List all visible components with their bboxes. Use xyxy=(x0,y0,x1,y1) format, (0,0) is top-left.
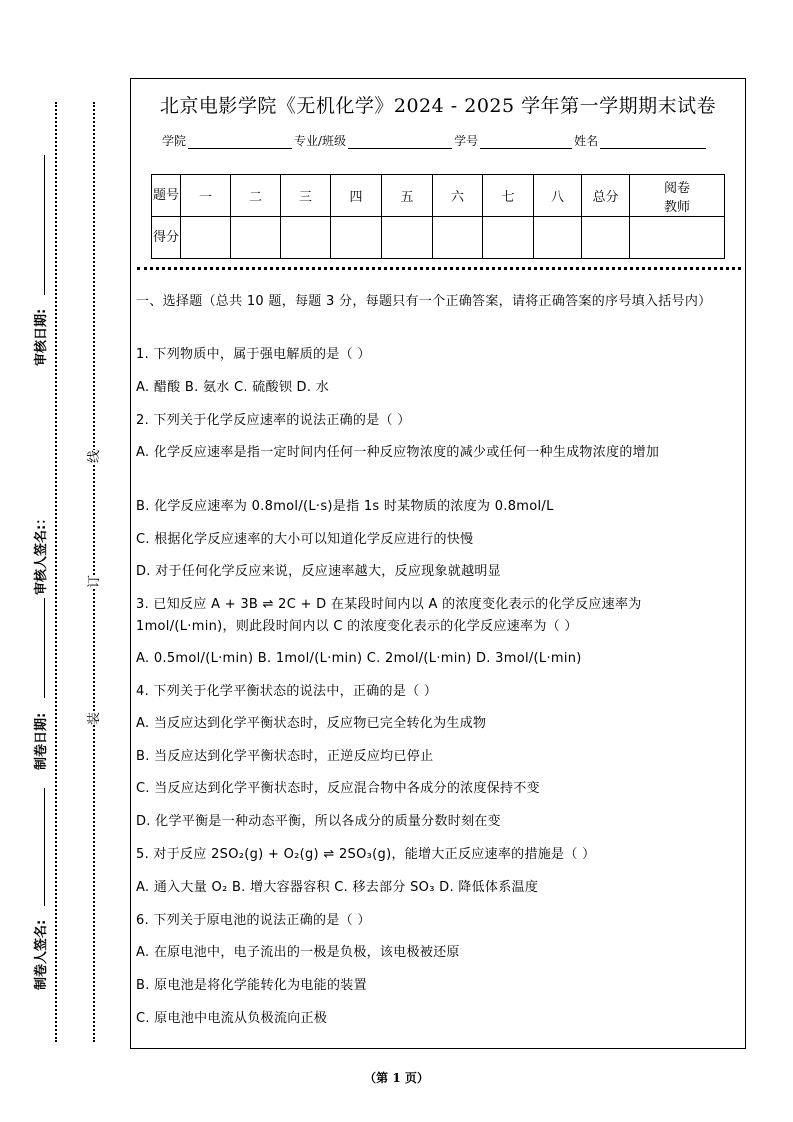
maker-signature-line xyxy=(44,788,45,906)
college-label: 学院 xyxy=(162,134,187,148)
col-1: 一 xyxy=(181,175,231,217)
question-3: 3. 已知反应 A + 3B ⇌ 2C + D 在某段时间内以 A 的浓度变化表示的化学反应速率为 1mol/(L·min)，则此段时间内以 C 的浓度变化表示的化学反应速率为（ ） xyxy=(136,597,642,634)
question-5: 5. 对于反应 2SO₂(g) + O₂(g) ⇌ 2SO₃(g)，能增大正反应速率的措施是（ ） xyxy=(136,847,596,862)
question-4-option-a: A. 当反应达到化学平衡状态时，反应物已完全转化为生成物 xyxy=(136,716,487,731)
question-2-option-c: C. 根据化学反应速率的大小可以知道化学反应进行的快慢 xyxy=(136,532,474,547)
col-7: 七 xyxy=(483,175,534,217)
score-cell[interactable] xyxy=(433,217,483,259)
question-6-option-a: A. 在原电池中，电子流出的一极是负极，该电极被还原 xyxy=(136,945,460,960)
question-3-options: A. 0.5mol/(L·min) B. 1mol/(L·min) C. 2mol/(L·min) D. 3mol/(L·min) xyxy=(136,651,582,666)
question-1: 1. 下列物质中，属于强电解质的是（ ） xyxy=(136,347,371,362)
page-number: （第 1 页） xyxy=(364,1071,429,1085)
col-2: 二 xyxy=(231,175,281,217)
section-heading: 一、选择题（总共 10 题，每题 3 分，每题只有一个正确答案，请将正确答案的序号填入括号内） xyxy=(136,294,712,309)
maker-signature-label: 制卷人签名: xyxy=(34,919,49,990)
question-2-option-b: B. 化学反应速率为 0.8mol/(L·s)是指 1s 时某物质的浓度为 0.8mol/L xyxy=(136,499,554,514)
dotted-separator xyxy=(137,267,741,270)
college-field[interactable] xyxy=(188,135,292,149)
score-cell[interactable] xyxy=(181,217,231,259)
score-cell-grader[interactable] xyxy=(630,217,725,259)
question-4-option-b: B. 当反应达到化学平衡状态时，正逆反应均已停止 xyxy=(136,749,434,764)
score-header: 得分 xyxy=(152,217,181,259)
student-id-field[interactable] xyxy=(480,135,572,149)
binding-mark-order: 订 xyxy=(87,574,103,589)
question-2: 2. 下列关于化学反应速率的说法正确的是（ ） xyxy=(136,413,411,428)
exam-title: 北京电影学院《无机化学》2024 - 2025 学年第一学期期末试卷 xyxy=(159,95,717,117)
make-date-label: 制卷日期: xyxy=(34,712,49,770)
score-table xyxy=(151,174,725,259)
col-3: 三 xyxy=(281,175,331,217)
question-5-options: A. 通入大量 O₂ B. 增大容器容积 C. 移去部分 SO₃ D. 降低体系温度 xyxy=(136,880,539,895)
review-date-label: 审核日期: xyxy=(34,308,49,366)
score-table-header-row xyxy=(152,175,725,217)
question-6-option-c: C. 原电池中电流从负极流向正极 xyxy=(136,1011,328,1026)
exam-frame xyxy=(130,78,746,1049)
score-cell[interactable] xyxy=(281,217,331,259)
name-label: 姓名 xyxy=(574,134,599,148)
question-4: 4. 下列关于化学平衡状态的说法中，正确的是（ ） xyxy=(136,684,438,699)
col-total: 总分 xyxy=(582,175,630,217)
score-cell[interactable] xyxy=(382,217,433,259)
question-6: 6. 下列关于原电池的说法正确的是（ ） xyxy=(136,913,371,928)
score-cell[interactable] xyxy=(534,217,582,259)
col-4: 四 xyxy=(331,175,382,217)
make-date-line xyxy=(44,598,45,698)
reviewer-signature-label: 审核人签名:： xyxy=(34,511,49,595)
question-4-option-c: C. 当反应达到化学平衡状态时，反应混合物中各成分的浓度保持不变 xyxy=(136,781,540,796)
student-info-row xyxy=(162,132,708,149)
col-8: 八 xyxy=(534,175,582,217)
col-5: 五 xyxy=(382,175,433,217)
question-1-options: A. 醋酸 B. 氨水 C. 硫酸钡 D. 水 xyxy=(136,380,330,395)
binding-mark-pack: 装 xyxy=(87,711,103,726)
binding-dotted-line-outer xyxy=(55,102,57,1042)
score-cell[interactable] xyxy=(483,217,534,259)
score-cell-total[interactable] xyxy=(582,217,630,259)
question-2-option-d: D. 对于任何化学反应来说，反应速率越大，反应现象就越明显 xyxy=(136,564,501,579)
col-6: 六 xyxy=(433,175,483,217)
score-table-score-row xyxy=(152,217,725,259)
score-cell[interactable] xyxy=(331,217,382,259)
question-2-option-a: A. 化学反应速率是指一定时间内任何一种反应物浓度的减少或任何一种生成物浓度的增加 xyxy=(136,445,660,460)
col-grader: 阅卷教师 xyxy=(630,175,725,217)
question-6-option-b: B. 原电池是将化学能转化为电能的装置 xyxy=(136,978,367,993)
binding-dotted-line-inner xyxy=(93,102,95,1042)
major-label: 专业/班级 xyxy=(294,134,347,148)
major-field[interactable] xyxy=(348,135,452,149)
question-4-option-d: D. 化学平衡是一种动态平衡，所以各成分的质量分数时刻在变 xyxy=(136,814,501,829)
review-date-line xyxy=(44,155,45,295)
binding-mark-line: 线 xyxy=(87,449,103,464)
score-cell[interactable] xyxy=(231,217,281,259)
question-number-header: 题号 xyxy=(152,175,181,217)
student-id-label: 学号 xyxy=(454,134,479,148)
name-field[interactable] xyxy=(600,135,706,149)
